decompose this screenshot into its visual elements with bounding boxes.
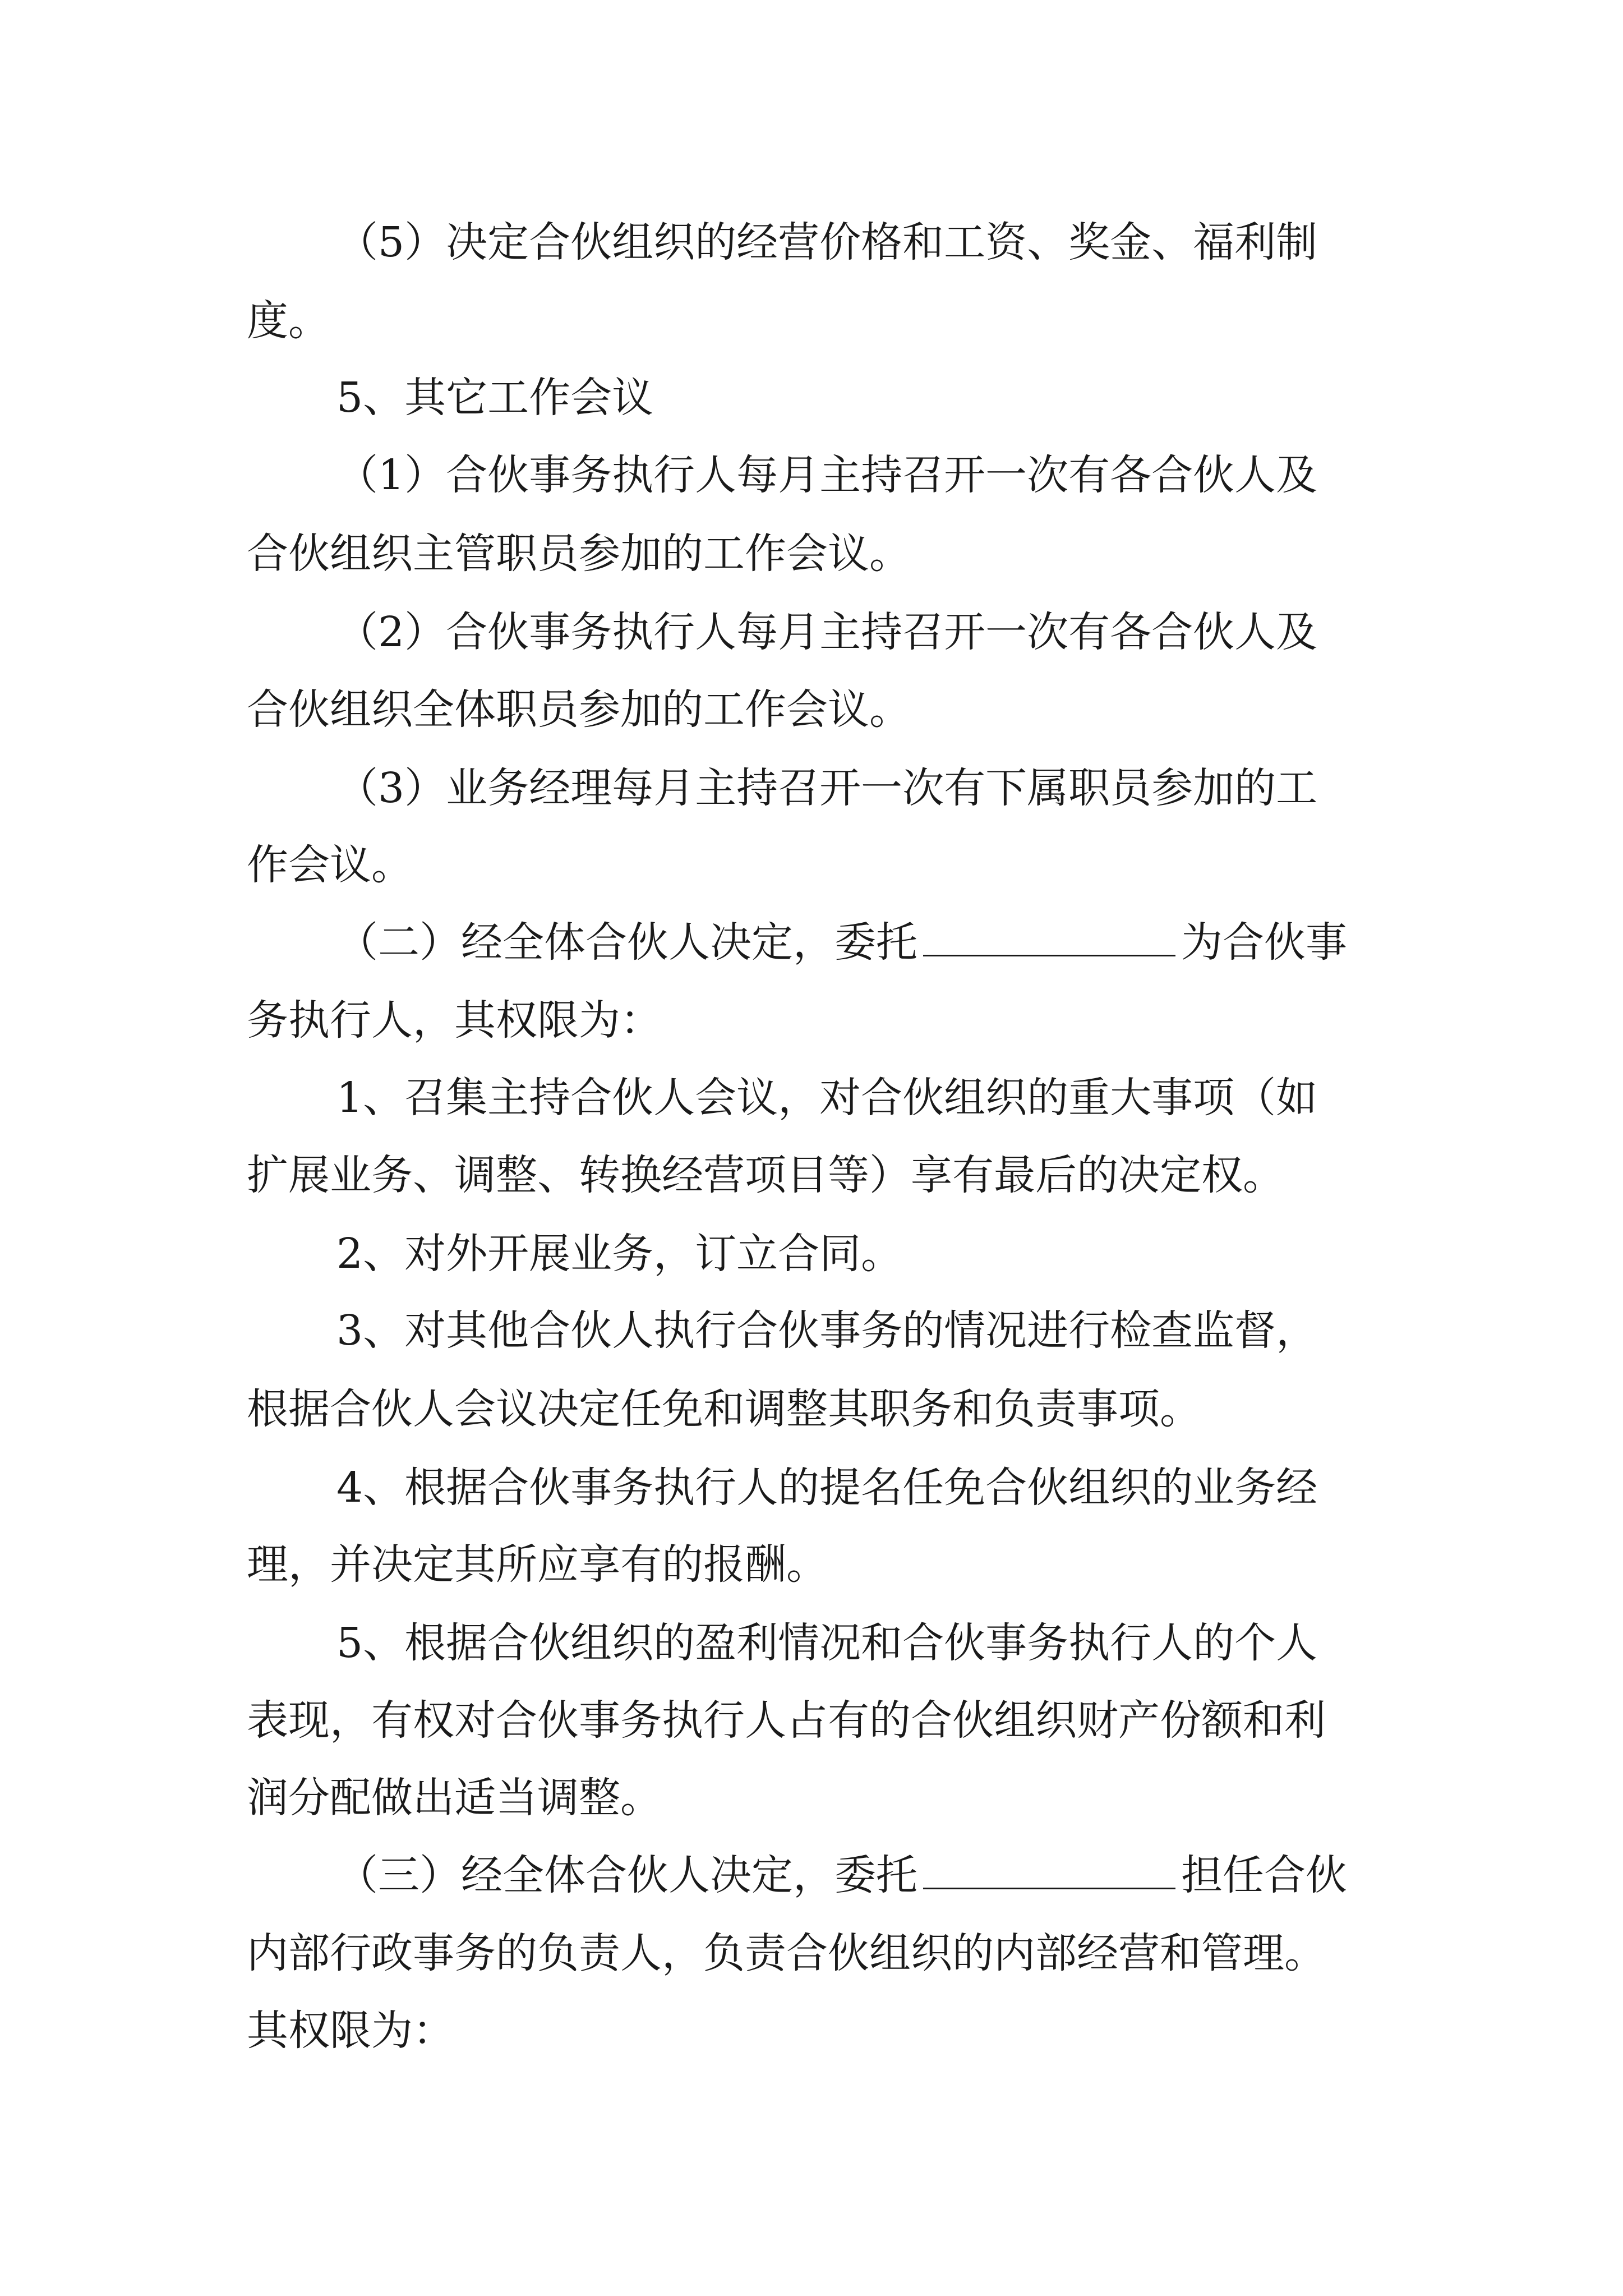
text-line: 1、召集主持合伙人会议，对合伙组织的重大事项（如 xyxy=(336,1074,1318,1122)
text-line: 4、根据合伙事务执行人的提名任免合伙组织的业务经 xyxy=(336,1464,1318,1512)
text-line: 润分配做出适当调整。 xyxy=(247,1774,662,1822)
text-line xyxy=(336,1851,1347,1899)
text-line: （5）决定合伙组织的经营价格和工资、奖金、福利制 xyxy=(336,218,1318,266)
text-before-blank: （三）经全体合伙人决定，委托 xyxy=(336,1851,917,1899)
text-line: （3）业务经理每月主持召开一次有下属职员参加的工 xyxy=(336,764,1318,812)
text-line: 度。 xyxy=(247,297,330,345)
text-line: 务执行人，其权限为： xyxy=(247,996,662,1045)
text-line: （2）合伙事务执行人每月主持召开一次有各合伙人及 xyxy=(336,608,1318,656)
text-line: 合伙组织主管职员参加的工作会议。 xyxy=(247,530,911,578)
text-before-blank: （二）经全体合伙人决定，委托 xyxy=(336,918,917,967)
text-line: 根据合伙人会议决定任免和调整其职务和负责事项。 xyxy=(247,1385,1201,1433)
text-line: （1）合伙事务执行人每月主持召开一次有各合伙人及 xyxy=(336,451,1318,499)
text-line xyxy=(336,918,1347,967)
text-line: 理，并决定其所应享有的报酬。 xyxy=(247,1540,828,1589)
fill-in-blank xyxy=(923,1887,1175,1889)
text-line: 5、根据合伙组织的盈利情况和合伙事务执行人的个人 xyxy=(336,1619,1318,1667)
text-line: 5、其它工作会议 xyxy=(336,374,654,422)
text-line: 内部行政事务的负责人，负责合伙组织的内部经营和管理。 xyxy=(247,1929,1326,1977)
text-line: 作会议。 xyxy=(247,841,413,889)
text-line: 扩展业务、调整、转换经营项目等）享有最后的决定权。 xyxy=(247,1151,1284,1199)
fill-in-blank xyxy=(923,954,1175,956)
text-line: 合伙组织全体职员参加的工作会议。 xyxy=(247,685,911,734)
text-line: 3、对其他合伙人执行合伙事务的情况进行检查监督， xyxy=(336,1306,1318,1355)
text-after-blank: 担任合伙 xyxy=(1181,1851,1347,1899)
text-line: 2、对外开展业务，订立合同。 xyxy=(336,1230,903,1278)
text-after-blank: 为合伙事 xyxy=(1181,918,1347,967)
text-line: 表现，有权对合伙事务执行人占有的合伙组织财产份额和利 xyxy=(247,1696,1326,1745)
text-line: 其权限为： xyxy=(247,2007,454,2055)
